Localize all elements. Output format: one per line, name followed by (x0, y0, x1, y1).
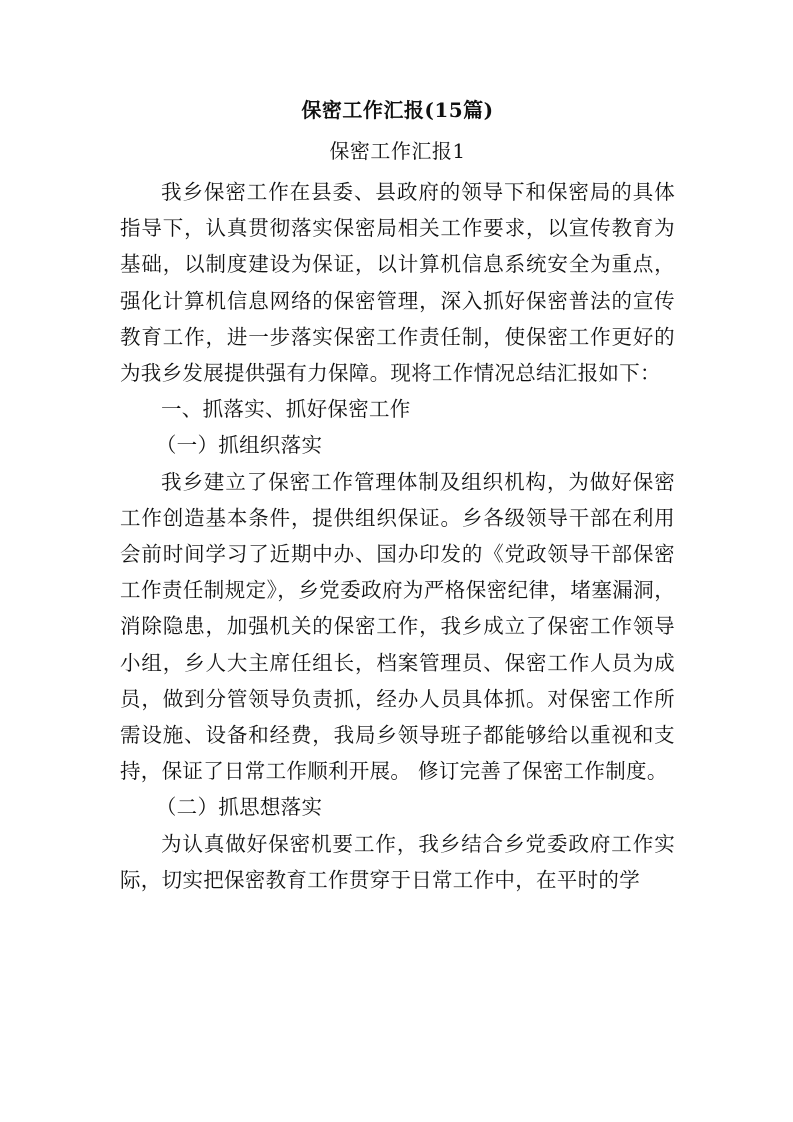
paragraph-organization: 我乡建立了保密工作管理体制及组织机构，为做好保密工作创造基本条件，提供组织保证。乡各级领导干部在利用会前时间学习了近期中办、国办印发的《党政领导干部保密工作责任制规定》，乡党委政府为严格保密纪律，堵塞漏洞，消除隐患，加强机关的保密工作，我乡成立了保密工作领导小组，乡人大主席任组长，档案管理员、保密工作人员为成员，做到分管领导负责抓，经办人员具体抓。对保密工作所需设施、设备和经费，我局乡领导班子都能够给以重视和支持，保证了日常工作顺利开展。 修订完善了保密工作制度。 (120, 469, 675, 784)
paragraph-intro: 我乡保密工作在县委、县政府的领导下和保密局的具体指导下，认真贯彻落实保密局相关工作要求，以宣传教育为基础，以制度建设为保证，以计算机信息系统安全为重点，强化计算机信息网络的保密管理，深入抓好保密普法的宣传教育工作，进一步落实保密工作责任制，使保密工作更好的为我乡发展提供强有力保障。现将工作情况总结汇报如下： (120, 180, 675, 386)
document-subtitle: 保密工作汇报1 (329, 139, 466, 163)
document-title: 保密工作汇报(15篇) (301, 98, 494, 122)
subsection-heading-1: （一）抓组织落实 (155, 433, 323, 458)
paragraph-thought: 为认真做好保密机要工作，我乡结合乡党委政府工作实际，切实把保密教育工作贯穿于日常工作中，在平时的学 (120, 831, 675, 892)
document-page (120, 95, 675, 898)
subsection-heading-2: （二）抓思想落实 (155, 795, 323, 820)
section-heading-1: 一、抓落实、抓好保密工作 (161, 397, 411, 422)
